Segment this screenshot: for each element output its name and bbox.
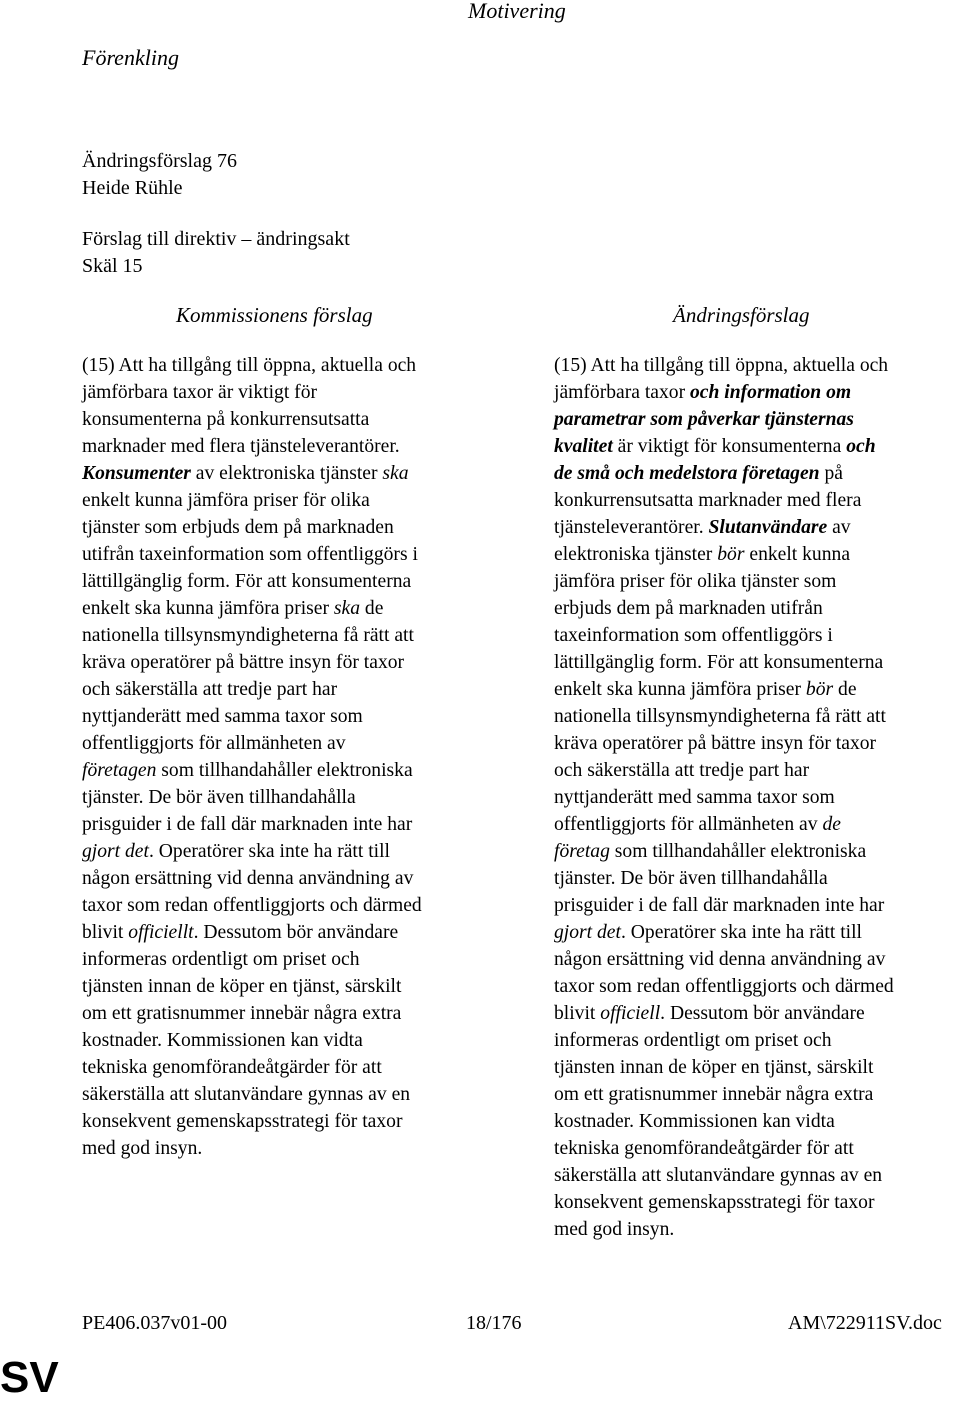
text-line [82,487,487,514]
text-line [554,1000,960,1027]
text-line [554,460,960,487]
text-line [554,622,960,649]
text-line [554,946,960,973]
text-segment: på [819,463,843,484]
text-line [554,811,960,838]
text-line [82,973,487,1000]
text-segment: . Dessutom bör användare [660,1003,865,1024]
text-line [82,514,487,541]
text-line [82,757,487,784]
emphasized-text: officiellt [128,922,194,943]
text-line [82,1135,487,1162]
text-line [82,892,487,919]
text-line [82,406,487,433]
text-segment: informeras ordentligt om priset och [82,949,360,970]
text-segment: om ett gratisnummer innebär några extra [82,1003,402,1024]
amendment-author: Heide Rühle [82,177,183,199]
text-line [554,649,960,676]
text-line [554,568,960,595]
text-segment: blivit [554,1003,601,1024]
text-line [554,406,960,433]
text-segment: konsekvent gemenskapsstrategi för taxor [554,1192,875,1213]
text-segment: utifrån taxeinformation som offentliggörs i [82,544,418,565]
text-segment: offentliggjorts för allmänheten av [82,733,346,754]
text-line [82,1027,487,1054]
text-segment: som tillhandahåller elektroniska [156,760,413,781]
text-segment: någon ersättning vid denna användning av [554,949,886,970]
text-segment: av [827,517,851,538]
emphasized-text: gjort det [82,841,149,862]
text-line [554,919,960,946]
text-line [82,676,487,703]
text-segment: taxor som redan offentliggjorts och därmed [554,976,894,997]
text-segment: erbjuds dem på marknaden utifrån [554,598,823,619]
text-segment: . Dessutom bör användare [193,922,399,943]
text-segment: (15) Att ha tillgång till öppna, aktuella och [82,355,417,376]
text-segment: tjänsteleverantörer. [554,517,709,538]
text-segment: med god insyn. [554,1219,675,1240]
text-segment: taxeinformation som offentliggörs i [554,625,833,646]
text-segment: tjänsten innan de köper en tjänst, särskilt [554,1057,874,1078]
text-segment: tjänsten innan de köper en tjänst, särskilt [82,976,402,997]
text-line [82,1054,487,1081]
text-line [82,811,487,838]
text-segment: de [360,598,384,619]
emphasized-text: och information om [690,382,852,403]
text-segment: om ett gratisnummer innebär några extra [554,1084,874,1105]
text-segment: säkerställa att slutanvändare gynnas av en [82,1084,411,1105]
text-line [554,892,960,919]
right-column-heading: Ändringsförslag [673,303,810,327]
text-line [554,1027,960,1054]
emphasized-text: gjort det [554,922,621,943]
left-column-heading: Kommissionens förslag [176,303,373,327]
emphasized-text: kvalitet [554,436,613,457]
text-line [82,622,487,649]
text-line [554,703,960,730]
text-segment: lättillgänglig form. För att konsumenterna [554,652,884,673]
text-line [554,838,960,865]
text-segment: nationella tillsynsmyndigheterna få rätt att [82,625,414,646]
text-line [554,676,960,703]
text-line [554,784,960,811]
text-segment: offentliggjorts för allmänheten av [554,814,823,835]
text-line [554,730,960,757]
text-line [82,784,487,811]
text-segment: taxor som redan offentliggjorts och därmed [82,895,422,916]
recital-number: Skäl 15 [82,255,143,277]
text-line [82,595,487,622]
text-line [554,865,960,892]
text-line [82,946,487,973]
text-segment: enkelt ska kunna jämföra priser [82,598,334,619]
text-segment: prisguider i de fall där marknaden inte har [82,814,413,835]
text-line [82,1081,487,1108]
text-line [554,1054,960,1081]
text-line [554,514,960,541]
text-segment: tjänster. De bör även tillhandahålla [554,868,828,889]
text-segment: och säkerställa att tredje part har [82,679,338,700]
text-segment: enkelt kunna [744,544,851,565]
amendment-text [554,352,960,1243]
text-line [82,568,487,595]
text-line [554,352,960,379]
document-reference: PE406.037v01-00 [82,1312,227,1334]
text-segment: . Operatörer ska inte ha rätt till [148,841,390,862]
text-segment: som tillhandahåller elektroniska [609,841,867,862]
text-line [82,1108,487,1135]
language-code: SV [0,1353,59,1402]
text-line [82,352,487,379]
text-segment: (15) Att ha tillgång till öppna, aktuella och [554,355,889,376]
text-segment: kostnader. Kommissionen kan vidta [82,1030,363,1051]
text-line [82,433,487,460]
text-line [554,1162,960,1189]
text-segment: nyttjanderätt med samma taxor som [82,706,363,727]
text-segment: marknader med flera tjänsteleverantörer. [82,436,400,457]
emphasized-text: företag [554,841,610,862]
amendment-number: Ändringsförslag 76 [82,150,237,172]
text-line [82,460,487,487]
text-line [82,730,487,757]
text-line [554,1081,960,1108]
text-segment: lättillgänglig form. För att konsumenterna [82,571,412,592]
text-line [82,838,487,865]
text-segment: nationella tillsynsmyndigheterna få rätt att [554,706,886,727]
text-segment: någon ersättning vid denna användning av [82,868,414,889]
text-line [554,433,960,460]
text-line [554,541,960,568]
text-line [554,1216,960,1243]
text-segment: blivit [82,922,129,943]
text-segment: är viktigt för konsumenterna [612,436,847,457]
text-segment: elektroniska tjänster [554,544,718,565]
text-segment: . Operatörer ska inte ha rätt till [620,922,862,943]
text-line [82,865,487,892]
text-line [554,1135,960,1162]
text-line [82,703,487,730]
emphasized-text: Konsumenter [82,463,191,484]
emphasized-text: officiell [600,1003,661,1024]
text-segment: tjänster som erbjuds dem på marknaden [82,517,394,538]
text-segment: av elektroniska tjänster [190,463,383,484]
text-segment: konkurrensutsatta marknader med flera [554,490,862,511]
commission-proposal-text [82,352,487,1162]
text-segment: enkelt ska kunna jämföra priser [554,679,806,700]
text-segment: konsekvent gemenskapsstrategi för taxor [82,1111,403,1132]
text-line [554,973,960,1000]
emphasized-text: bör [805,679,834,700]
text-line [554,1108,960,1135]
text-line [82,649,487,676]
emphasized-text: ska [382,463,409,484]
text-segment: de [833,679,857,700]
text-segment: prisguider i de fall där marknaden inte har [554,895,885,916]
file-name: AM\722911SV.doc [788,1312,942,1334]
proposal-title: Förslag till direktiv – ändringsakt [82,228,350,250]
text-segment: och säkerställa att tredje part har [554,760,810,781]
text-line [554,757,960,784]
text-segment: kräva operatörer på bättre insyn för taxor [554,733,877,754]
text-segment: enkelt kunna jämföra priser för olika [82,490,370,511]
text-segment: med god insyn. [82,1138,203,1159]
emphasized-text: de små och medelstora företagen [554,463,820,484]
text-line [82,541,487,568]
text-segment: tjänster. De bör även tillhandahålla [82,787,356,808]
text-segment: kostnader. Kommissionen kan vidta [554,1111,835,1132]
text-line [554,487,960,514]
text-segment: tekniska genomförandeåtgärder för att [554,1138,854,1159]
text-segment: jämföra priser för olika tjänster som [554,571,837,592]
motivering-label: Motivering [468,0,566,23]
emphasized-text: de [822,814,841,835]
forenkling-label: Förenkling [82,45,179,70]
text-line [82,379,487,406]
text-segment: nyttjanderätt med samma taxor som [554,787,835,808]
text-line [554,1189,960,1216]
emphasized-text: ska [333,598,361,619]
text-segment: tekniska genomförandeåtgärder för att [82,1057,382,1078]
emphasized-text: och [846,436,876,457]
emphasized-text: parametrar som påverkar tjänsternas [554,409,854,430]
emphasized-text: företagen [82,760,157,781]
text-line [82,1000,487,1027]
text-segment: jämförbara taxor [554,382,690,403]
text-segment: säkerställa att slutanvändare gynnas av en [554,1165,883,1186]
text-segment: jämförbara taxor är viktigt för [82,382,318,403]
text-segment: informeras ordentligt om priset och [554,1030,832,1051]
emphasized-text: Slutanvändare [708,517,828,538]
text-line [554,595,960,622]
page-number: 18/176 [466,1312,522,1334]
text-line [554,379,960,406]
text-segment: kräva operatörer på bättre insyn för taxor [82,652,405,673]
emphasized-text: bör [717,544,745,565]
text-line [82,919,487,946]
text-segment: konsumenterna på konkurrensutsatta [82,409,370,430]
